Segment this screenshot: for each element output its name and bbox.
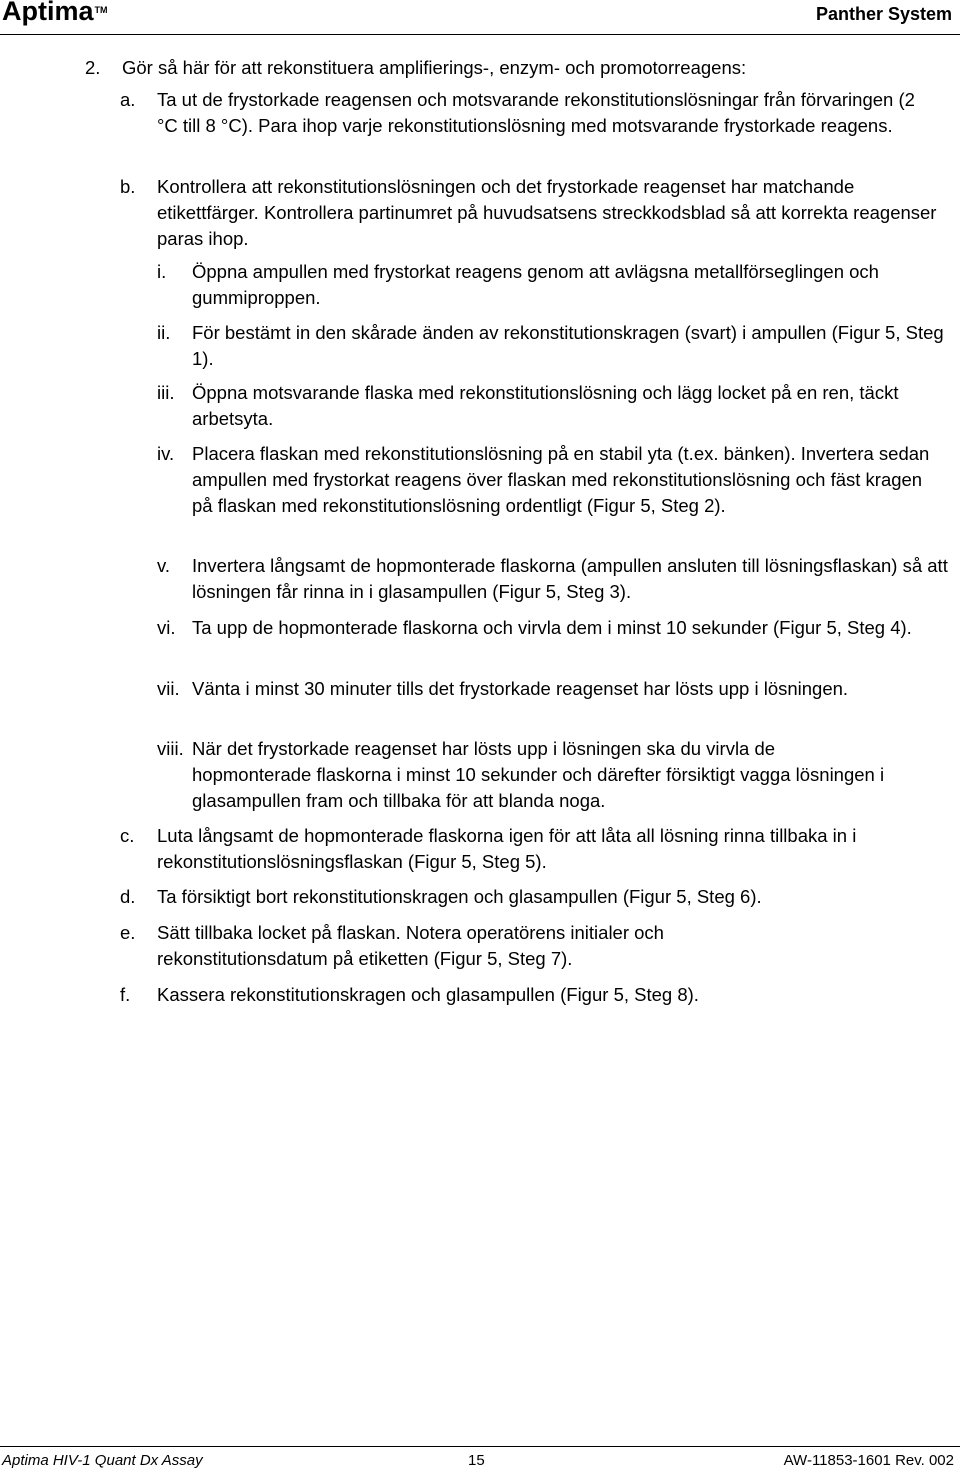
sublist-label: iv. [157,443,175,464]
list-text: Sätt tillbaka locket på flaskan. Notera operatörens initialer och rekonstitutionsdatum på etiketten (Figur 5, Steg 7). [157,922,664,969]
document-number: AW-11853-1601 Rev. 002 [783,1452,954,1469]
sublist-text: Invertera långsamt de hopmonterade flaskorna (ampullen ansluten till lösningsflaskan) så att lösningen får rinna in i glasampullen (Figur 5, Steg 3). [192,555,948,602]
list-text: Ta försiktigt bort rekonstitutionskragen och glasampullen (Figur 5, Steg 6). [157,886,762,907]
sublist-text: Ta upp de hopmonterade flaskorna och virvla dem i minst 10 sekunder (Figur 5, Steg 4). [192,617,912,638]
sublist-text: Placera flaskan med rekonstitutionslösning på en stabil yta (t.ex. bänken). Invertera sedan ampullen med frystorkat reagens över flaskan med rekonstitutionslösning och fäst kragen på flaskan med rekonstitutionslösning ordentligt (Figur 5, Steg 2). [192,443,930,516]
sublist-label: ii. [157,322,171,343]
footer-divider [0,1446,960,1447]
sublist-text: Öppna motsvarande flaska med rekonstitutionslösning och lägg locket på en ren, täckt arbetsyta. [192,382,899,429]
list-text: Luta långsamt de hopmonterade flaskorna igen för att låta all lösning rinna tillbaka in i rekonstitutionslösningsflaskan (Figur 5, Steg 5). [157,825,857,872]
footer-title: Aptima HIV-1 Quant Dx Assay [2,1452,203,1469]
list-text: Ta ut de frystorkade reagensen och motsvarande rekonstitutionslösningar från förvaringen (2 °C till 8 °C). Para ihop varje rekonstitutionslösning med motsvarande frystorkade reagens. [157,89,915,136]
sublist-label: vii. [157,678,180,699]
list-label: d. [120,886,136,907]
sublist-text: Öppna ampullen med frystorkat reagens genom att avlägsna metallförseglingen och gummiproppen. [192,261,879,308]
list-label: f. [120,984,131,1005]
sublist-label: viii. [157,738,184,759]
step-number: 2. [85,57,101,78]
list-label: c. [120,825,135,846]
sublist-label: v. [157,555,171,576]
sublist-text: För bestämt in den skårade änden av rekonstitutionskragen (svart) i ampullen (Figur 5, Steg 1). [192,322,944,369]
sublist-label: iii. [157,382,175,403]
page-number: 15 [468,1452,485,1469]
page-header [0,0,960,36]
list-label: a. [120,89,136,110]
system-name: Panther System [815,4,952,24]
header-divider [0,34,960,35]
sublist-text: När det frystorkade reagenset har lösts upp i lösningen ska du virvla de hopmonterade flaskorna i minst 10 sekunder och därefter försiktigt vagga lösningen i glasampullen fram och tillbaka för att blanda noga. [192,738,885,811]
list-text: Kontrollera att rekonstitutionslösningen och det frystorkade reagenset har matchande etikettfärger. Kontrollera partinumret på huvudsatsens streckkodsblad så att korrekta reagenser paras ihop. [157,176,937,249]
list-label: b. [120,176,136,197]
list-label: e. [120,922,136,943]
trademark-symbol: TM [94,5,108,15]
sublist-label: vi. [157,617,176,638]
brand-name: Aptima [2,0,94,26]
sublist-label: i. [157,261,167,282]
list-text: Kassera rekonstitutionskragen och glasampullen (Figur 5, Steg 8). [157,984,699,1005]
step-text: Gör så här för att rekonstituera amplifierings-, enzym- och promotorreagens: [122,57,747,78]
sublist-text: Vänta i minst 30 minuter tills det frystorkade reagenset har lösts upp i lösningen. [192,678,849,699]
brand-logo [2,0,108,27]
